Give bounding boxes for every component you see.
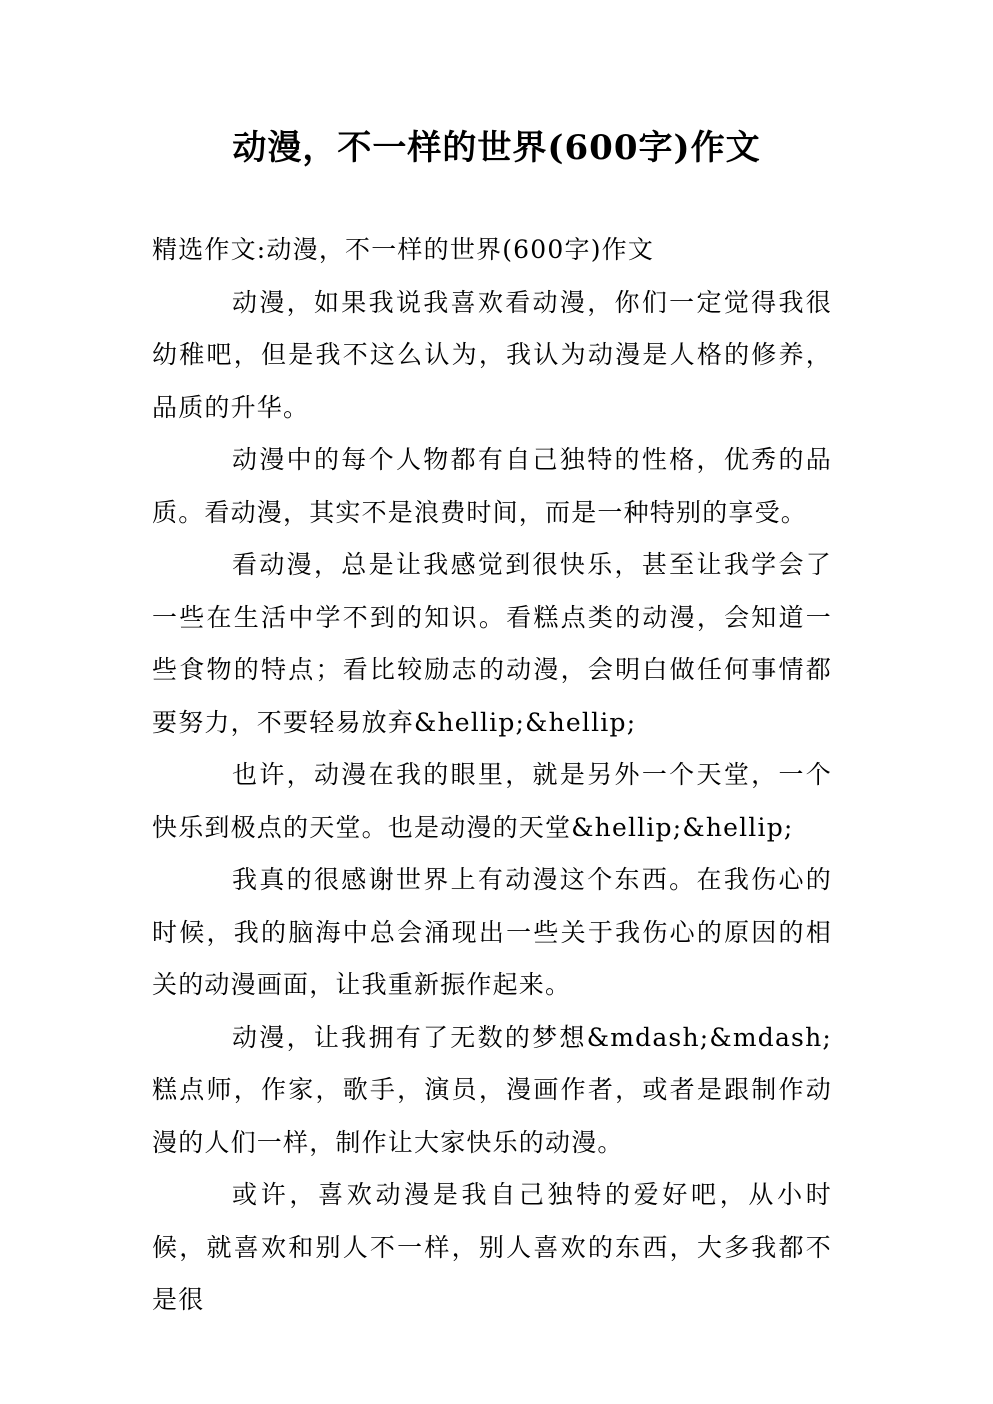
paragraph-4: 也许，动漫在我的眼里，就是另外一个天堂，一个快乐到极点的天堂。也是动漫的天堂&hellip;&hellip;: [152, 760, 832, 842]
paragraph-3: 看动漫，总是让我感觉到很快乐，甚至让我学会了一些在生活中学不到的知识。看糕点类的动漫，会知道一些食物的特点；看比较励志的动漫，会明白做任何事情都要努力，不要轻易放弃&hellip;&hellip;: [152, 550, 832, 737]
paragraph-7: 或许，喜欢动漫是我自己独特的爱好吧，从小时候，就喜欢和别人不一样，别人喜欢的东西，大多我都不是很: [152, 1180, 832, 1314]
paragraph-2: 动漫中的每个人物都有自己独特的性格，优秀的品质。看动漫，其实不是浪费时间，而是一种特别的享受。: [152, 445, 832, 527]
document-body: [152, 224, 832, 1327]
paragraph-6: 动漫，让我拥有了无数的梦想&mdash;&mdash;糕点师，作家，歌手，演员，漫画作者，或者是跟制作动漫的人们一样，制作让大家快乐的动漫。: [152, 1022, 832, 1157]
document-title: 动漫，不一样的世界(600字)作文: [232, 128, 761, 168]
paragraph-1: 动漫，如果我说我喜欢看动漫，你们一定觉得我很幼稚吧，但是我不这么认为，我认为动漫是人格的修养，品质的升华。: [152, 287, 832, 422]
lead-line: 精选作文:动漫，不一样的世界(600字)作文: [152, 235, 655, 264]
paragraph-5: 我真的很感谢世界上有动漫这个东西。在我伤心的时候，我的脑海中总会涌现出一些关于我伤心的原因的相关的动漫画面，让我重新振作起来。: [152, 865, 832, 999]
